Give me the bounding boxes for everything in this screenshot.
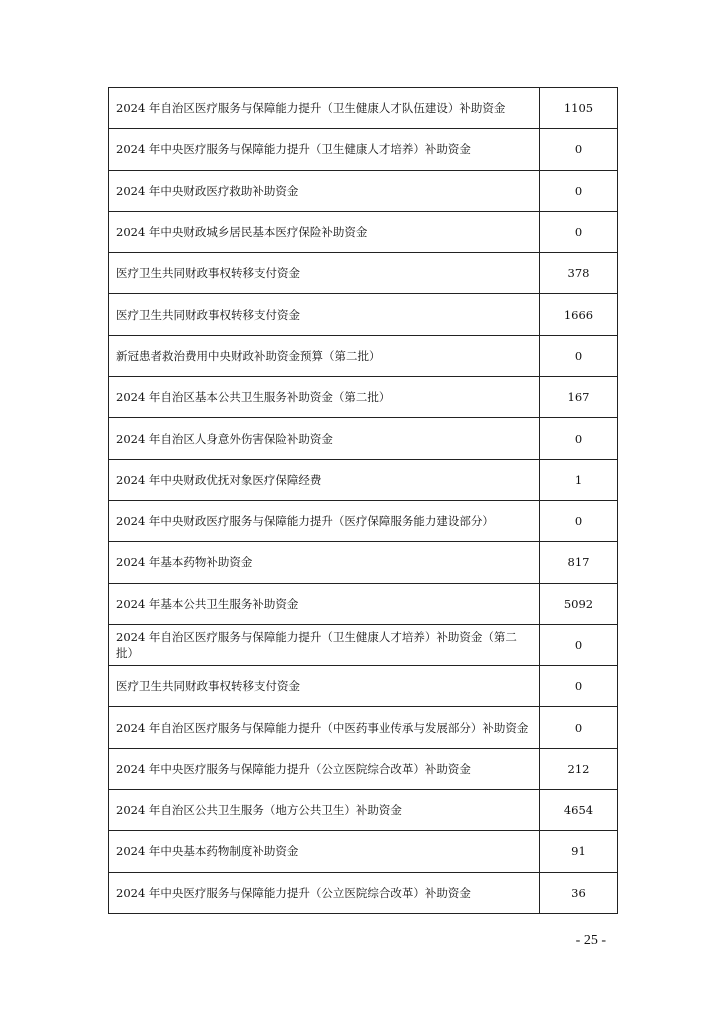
table-row	[109, 748, 618, 789]
fund-name-cell: 医疗卫生共同财政事权转移支付资金	[109, 294, 540, 335]
fund-amount-cell: 212	[540, 748, 618, 789]
table-row	[109, 129, 618, 170]
fund-name-cell: 2024 年中央财政城乡居民基本医疗保险补助资金	[109, 211, 540, 252]
table-row	[109, 790, 618, 831]
fund-name-cell: 新冠患者救治费用中央财政补助资金预算（第二批）	[109, 335, 540, 376]
fund-amount-cell: 4654	[540, 790, 618, 831]
fund-name-cell: 2024 年中央基本药物制度补助资金	[109, 831, 540, 872]
funding-table-body	[109, 88, 618, 914]
fund-amount-cell: 1105	[540, 88, 618, 129]
fund-amount-cell: 1666	[540, 294, 618, 335]
table-row	[109, 253, 618, 294]
fund-amount-cell: 0	[540, 129, 618, 170]
table-row	[109, 211, 618, 252]
fund-amount-cell: 378	[540, 253, 618, 294]
fund-amount-cell: 1	[540, 459, 618, 500]
fund-name-cell: 2024 年自治区医疗服务与保障能力提升（卫生健康人才队伍建设）补助资金	[109, 88, 540, 129]
fund-name-cell: 2024 年中央财政优抚对象医疗保障经费	[109, 459, 540, 500]
table-row	[109, 377, 618, 418]
table-row	[109, 294, 618, 335]
fund-name-cell: 医疗卫生共同财政事权转移支付资金	[109, 666, 540, 707]
table-row	[109, 170, 618, 211]
table-row	[109, 666, 618, 707]
fund-name-cell: 2024 年自治区医疗服务与保障能力提升（中医药事业传承与发展部分）补助资金	[109, 707, 540, 748]
fund-amount-cell: 0	[540, 335, 618, 376]
table-row	[109, 872, 618, 913]
fund-name-cell: 2024 年中央财政医疗救助补助资金	[109, 170, 540, 211]
funding-table	[108, 87, 618, 914]
table-row	[109, 88, 618, 129]
fund-name-cell: 2024 年基本药物补助资金	[109, 542, 540, 583]
table-row	[109, 335, 618, 376]
table-row	[109, 831, 618, 872]
fund-name-cell: 2024 年中央医疗服务与保障能力提升（公立医院综合改革）补助资金	[109, 748, 540, 789]
fund-amount-cell: 0	[540, 666, 618, 707]
fund-amount-cell: 91	[540, 831, 618, 872]
table-row	[109, 583, 618, 624]
fund-amount-cell: 36	[540, 872, 618, 913]
fund-name-cell: 2024 年中央财政医疗服务与保障能力提升（医疗保障服务能力建设部分）	[109, 500, 540, 541]
fund-amount-cell: 0	[540, 624, 618, 665]
page-number: - 25 -	[575, 933, 606, 948]
fund-name-cell: 2024 年中央医疗服务与保障能力提升（公立医院综合改革）补助资金	[109, 872, 540, 913]
fund-amount-cell: 0	[540, 211, 618, 252]
fund-name-cell: 2024 年基本公共卫生服务补助资金	[109, 583, 540, 624]
fund-name-cell: 2024 年自治区基本公共卫生服务补助资金（第二批）	[109, 377, 540, 418]
fund-amount-cell: 0	[540, 170, 618, 211]
table-row	[109, 459, 618, 500]
fund-name-cell: 2024 年自治区公共卫生服务（地方公共卫生）补助资金	[109, 790, 540, 831]
table-row	[109, 624, 618, 665]
fund-amount-cell: 0	[540, 418, 618, 459]
table-row	[109, 542, 618, 583]
table-row	[109, 707, 618, 748]
fund-amount-cell: 817	[540, 542, 618, 583]
fund-name-cell: 医疗卫生共同财政事权转移支付资金	[109, 253, 540, 294]
table-row	[109, 418, 618, 459]
fund-name-cell: 2024 年自治区医疗服务与保障能力提升（卫生健康人才培养）补助资金（第二批）	[109, 624, 540, 665]
fund-name-cell: 2024 年中央医疗服务与保障能力提升（卫生健康人才培养）补助资金	[109, 129, 540, 170]
fund-name-cell: 2024 年自治区人身意外伤害保险补助资金	[109, 418, 540, 459]
fund-amount-cell: 0	[540, 500, 618, 541]
fund-amount-cell: 0	[540, 707, 618, 748]
table-row	[109, 500, 618, 541]
fund-amount-cell: 5092	[540, 583, 618, 624]
fund-amount-cell: 167	[540, 377, 618, 418]
